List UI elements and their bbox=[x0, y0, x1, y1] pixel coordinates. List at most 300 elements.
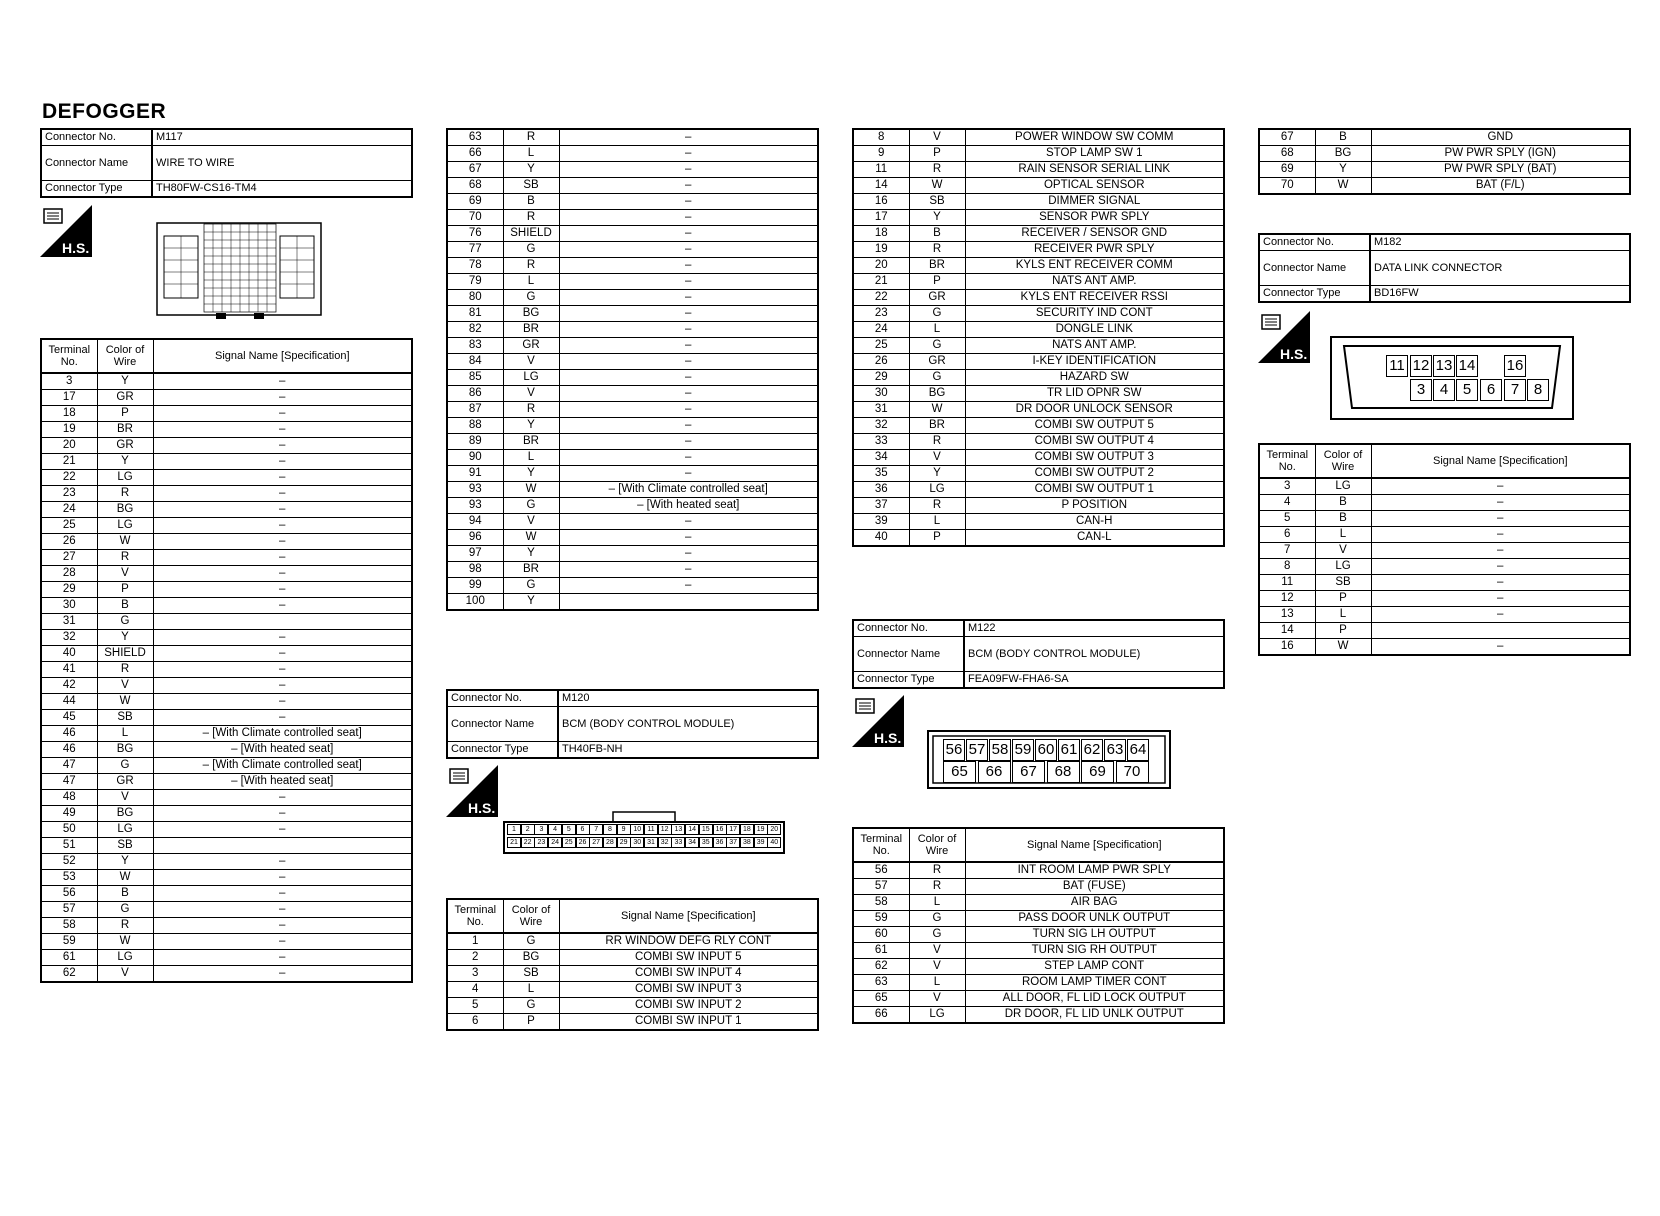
table-row bbox=[41, 582, 412, 598]
signal-name-cell: – bbox=[153, 854, 412, 870]
terminal-cell: 83 bbox=[447, 338, 503, 354]
wire-color-cell: R bbox=[909, 434, 965, 450]
terminal-cell: 17 bbox=[41, 390, 97, 406]
table-row bbox=[447, 482, 818, 498]
wire-color-cell: W bbox=[909, 402, 965, 418]
wire-color-cell: P bbox=[1315, 623, 1371, 639]
column-1 bbox=[40, 128, 413, 198]
table-row bbox=[1259, 178, 1630, 195]
table-row bbox=[447, 594, 818, 611]
signal-name-cell: – bbox=[559, 370, 818, 386]
wire-color-cell: GR bbox=[97, 390, 153, 406]
table-row bbox=[447, 162, 818, 178]
table-row bbox=[41, 854, 412, 870]
signal-name-cell: – bbox=[153, 630, 412, 646]
hs-badge-label: H.S. bbox=[874, 730, 902, 746]
signal-name-cell: – bbox=[153, 502, 412, 518]
signal-name-cell: – bbox=[153, 550, 412, 566]
signal-name-cell: – bbox=[153, 902, 412, 918]
wire-color-cell: G bbox=[503, 578, 559, 594]
terminal-cell: 31 bbox=[853, 402, 909, 418]
signal-name-cell: STEP LAMP CONT bbox=[965, 959, 1224, 975]
table-row bbox=[853, 242, 1224, 258]
signal-name-cell bbox=[153, 838, 412, 854]
signal-name-cell: DR DOOR, FL LID UNLK OUTPUT bbox=[965, 1007, 1224, 1024]
table-row bbox=[447, 434, 818, 450]
m120-pin: 20 bbox=[767, 824, 781, 835]
terminal-cell: 65 bbox=[853, 991, 909, 1007]
wire-color-cell: R bbox=[909, 498, 965, 514]
m117-continued-table bbox=[446, 128, 819, 611]
wire-color-cell: G bbox=[909, 927, 965, 943]
signal-name-cell: – bbox=[153, 662, 412, 678]
hs-harness-icon bbox=[40, 205, 92, 257]
table-row bbox=[447, 950, 818, 966]
wire-color-cell: V bbox=[909, 959, 965, 975]
connector-name-label: Connector Name bbox=[41, 146, 152, 181]
connector-type-label: Connector Type bbox=[41, 181, 152, 198]
table-row bbox=[1259, 591, 1630, 607]
wire-color-cell: V bbox=[503, 354, 559, 370]
signal-name-cell: NATS ANT AMP. bbox=[965, 338, 1224, 354]
hs-badge-label: H.S. bbox=[468, 800, 496, 816]
wire-color-cell: BG bbox=[909, 386, 965, 402]
wire-color-cell: G bbox=[97, 902, 153, 918]
wire-color-cell: B bbox=[97, 598, 153, 614]
table-row bbox=[41, 870, 412, 886]
wire-color-cell: LG bbox=[97, 470, 153, 486]
signal-name-cell: – bbox=[153, 790, 412, 806]
m120-pin: 22 bbox=[521, 837, 535, 848]
wire-color-cell: W bbox=[1315, 639, 1371, 656]
table-row bbox=[853, 338, 1224, 354]
wire-color-cell: P bbox=[503, 1014, 559, 1031]
terminal-cell: 6 bbox=[447, 1014, 503, 1031]
signal-name-cell: – bbox=[153, 390, 412, 406]
terminal-cell: 7 bbox=[1259, 543, 1315, 559]
signal-name-cell: – bbox=[559, 402, 818, 418]
terminal-cell: 42 bbox=[41, 678, 97, 694]
terminal-cell: 57 bbox=[853, 879, 909, 895]
terminal-cell: 13 bbox=[1259, 607, 1315, 623]
terminal-cell: 2 bbox=[447, 950, 503, 966]
table-row bbox=[41, 422, 412, 438]
table-row bbox=[853, 146, 1224, 162]
m122-pin: 66 bbox=[978, 761, 1011, 783]
wire-color-cell: Y bbox=[97, 454, 153, 470]
terminal-cell: 37 bbox=[853, 498, 909, 514]
m120-table-body bbox=[447, 933, 818, 1030]
terminal-cell: 4 bbox=[447, 982, 503, 998]
terminal-no-header: Terminal No. bbox=[1259, 444, 1315, 478]
signal-name-cell: – bbox=[153, 534, 412, 550]
m120-pin: 31 bbox=[644, 837, 658, 848]
signal-name-cell: – bbox=[1371, 478, 1630, 495]
m120-pin: 25 bbox=[562, 837, 576, 848]
table-row bbox=[41, 774, 412, 790]
signal-name-cell: – bbox=[153, 886, 412, 902]
wire-color-cell: R bbox=[909, 879, 965, 895]
table-row bbox=[41, 966, 412, 983]
m120-pin: 12 bbox=[658, 824, 672, 835]
terminal-cell: 16 bbox=[853, 194, 909, 210]
wire-color-cell: W bbox=[503, 482, 559, 498]
wire-color-cell: R bbox=[503, 210, 559, 226]
table-row bbox=[41, 742, 412, 758]
signal-name-cell: INT ROOM LAMP PWR SPLY bbox=[965, 862, 1224, 879]
wire-color-cell: R bbox=[97, 550, 153, 566]
m120-pin: 27 bbox=[589, 837, 603, 848]
signal-name-cell: – bbox=[559, 226, 818, 242]
wire-color-cell: SB bbox=[503, 966, 559, 982]
wire-color-cell: P bbox=[909, 146, 965, 162]
terminal-cell: 53 bbox=[41, 870, 97, 886]
m120-pin: 18 bbox=[740, 824, 754, 835]
signal-name-cell: – bbox=[559, 290, 818, 306]
table-row bbox=[41, 822, 412, 838]
m182-pin: 7 bbox=[1504, 379, 1526, 401]
m182-pin: 4 bbox=[1433, 379, 1455, 401]
m120-connector-no: M120 bbox=[558, 690, 818, 707]
table-row bbox=[853, 530, 1224, 547]
signal-name-cell: – bbox=[1371, 575, 1630, 591]
terminal-cell: 76 bbox=[447, 226, 503, 242]
wire-color-cell: W bbox=[97, 870, 153, 886]
table-row bbox=[447, 933, 818, 950]
signal-name-cell: BAT (FUSE) bbox=[965, 879, 1224, 895]
signal-name-cell: – bbox=[559, 242, 818, 258]
wire-color-cell: GR bbox=[909, 290, 965, 306]
table-row bbox=[447, 194, 818, 210]
terminal-cell: 77 bbox=[447, 242, 503, 258]
terminal-cell: 59 bbox=[853, 911, 909, 927]
wire-color-cell: L bbox=[909, 895, 965, 911]
m182-table-body bbox=[1259, 478, 1630, 655]
table-row bbox=[853, 194, 1224, 210]
signal-name-cell: PASS DOOR UNLK OUTPUT bbox=[965, 911, 1224, 927]
table-row bbox=[447, 546, 818, 562]
terminal-cell: 100 bbox=[447, 594, 503, 611]
wire-color-cell: R bbox=[909, 242, 965, 258]
m120-pin: 14 bbox=[685, 824, 699, 835]
table-row bbox=[853, 354, 1224, 370]
m120-continued-body bbox=[853, 129, 1224, 546]
signal-name-cell: – bbox=[153, 646, 412, 662]
wire-color-cell: L bbox=[1315, 527, 1371, 543]
m120-pin: 33 bbox=[671, 837, 685, 848]
m182-connector-no: M182 bbox=[1370, 234, 1630, 251]
wire-color-cell: R bbox=[909, 862, 965, 879]
table-row bbox=[1259, 623, 1630, 639]
table-row bbox=[447, 129, 818, 146]
signal-name-cell: COMBI SW OUTPUT 3 bbox=[965, 450, 1224, 466]
table-row bbox=[853, 498, 1224, 514]
table-row bbox=[447, 370, 818, 386]
table-row bbox=[1259, 575, 1630, 591]
table-row bbox=[1259, 146, 1630, 162]
signal-name-cell: COMBI SW OUTPUT 5 bbox=[965, 418, 1224, 434]
signal-name-cell bbox=[153, 614, 412, 630]
m122-connector-type: FEA09FW-FHA6-SA bbox=[964, 672, 1224, 689]
terminal-cell: 98 bbox=[447, 562, 503, 578]
terminal-cell: 67 bbox=[447, 162, 503, 178]
table-row bbox=[853, 482, 1224, 498]
signal-name-cell: – bbox=[153, 710, 412, 726]
terminal-cell: 86 bbox=[447, 386, 503, 402]
signal-name-cell: I-KEY IDENTIFICATION bbox=[965, 354, 1224, 370]
terminal-cell: 8 bbox=[853, 129, 909, 146]
wire-color-cell: G bbox=[503, 933, 559, 950]
table-row bbox=[41, 662, 412, 678]
signal-name-cell: – bbox=[559, 418, 818, 434]
table-row bbox=[853, 178, 1224, 194]
table-row bbox=[1259, 559, 1630, 575]
m120-pin: 1 bbox=[507, 824, 521, 835]
signal-name-cell: – bbox=[559, 562, 818, 578]
m182-connector-type: BD16FW bbox=[1370, 286, 1630, 303]
table-row bbox=[853, 975, 1224, 991]
m120-connector-type: TH40FB-NH bbox=[558, 742, 818, 759]
signal-name-cell: – bbox=[559, 322, 818, 338]
table-row bbox=[1259, 478, 1630, 495]
terminal-cell: 97 bbox=[447, 546, 503, 562]
signal-name-cell: – [With heated seat] bbox=[559, 498, 818, 514]
signal-name-cell: – bbox=[559, 274, 818, 290]
table-row bbox=[447, 578, 818, 594]
wire-color-cell: SB bbox=[909, 194, 965, 210]
table-row bbox=[447, 210, 818, 226]
terminal-cell: 26 bbox=[41, 534, 97, 550]
terminal-cell: 35 bbox=[853, 466, 909, 482]
table-row bbox=[41, 902, 412, 918]
terminal-cell: 14 bbox=[853, 178, 909, 194]
terminal-cell: 18 bbox=[41, 406, 97, 422]
signal-name-cell: – bbox=[1371, 511, 1630, 527]
wire-color-cell: R bbox=[97, 918, 153, 934]
terminal-cell: 62 bbox=[41, 966, 97, 983]
signal-name-cell: – bbox=[153, 966, 412, 983]
connector-no-label: Connector No. bbox=[41, 129, 152, 146]
signal-name-cell: COMBI SW INPUT 3 bbox=[559, 982, 818, 998]
hs-badge-label: H.S. bbox=[1280, 346, 1308, 362]
wire-color-cell: R bbox=[97, 662, 153, 678]
signal-name-header: Signal Name [Specification] bbox=[1371, 444, 1630, 478]
connector-name-label: Connector Name bbox=[447, 707, 558, 742]
terminal-cell: 79 bbox=[447, 274, 503, 290]
wire-color-cell: B bbox=[1315, 129, 1371, 146]
signal-name-cell: – bbox=[559, 530, 818, 546]
table-row bbox=[447, 450, 818, 466]
m120-pin: 21 bbox=[507, 837, 521, 848]
table-row bbox=[41, 373, 412, 390]
table-row bbox=[1259, 129, 1630, 146]
signal-name-cell: P POSITION bbox=[965, 498, 1224, 514]
terminal-no-header: Terminal No. bbox=[853, 828, 909, 862]
wire-color-cell: W bbox=[1315, 178, 1371, 195]
color-of-wire-header: Color of Wire bbox=[1315, 444, 1371, 478]
terminal-cell: 39 bbox=[853, 514, 909, 530]
wire-color-cell: V bbox=[97, 566, 153, 582]
table-row bbox=[41, 646, 412, 662]
wire-color-cell: V bbox=[909, 129, 965, 146]
wire-color-cell: V bbox=[1315, 543, 1371, 559]
signal-name-cell: HAZARD SW bbox=[965, 370, 1224, 386]
table-row bbox=[447, 306, 818, 322]
signal-name-cell: – bbox=[559, 194, 818, 210]
wire-color-cell: L bbox=[503, 450, 559, 466]
signal-name-cell: RAIN SENSOR SERIAL LINK bbox=[965, 162, 1224, 178]
terminal-cell: 21 bbox=[41, 454, 97, 470]
terminal-cell: 56 bbox=[41, 886, 97, 902]
table-row bbox=[853, 418, 1224, 434]
wire-color-cell: P bbox=[909, 274, 965, 290]
terminal-cell: 4 bbox=[1259, 495, 1315, 511]
terminal-cell: 46 bbox=[41, 742, 97, 758]
terminal-cell: 52 bbox=[41, 854, 97, 870]
signal-name-cell: – bbox=[153, 422, 412, 438]
m117-connector-no: M117 bbox=[152, 129, 412, 146]
m182-connector-name: DATA LINK CONNECTOR bbox=[1370, 251, 1630, 286]
m120-pin: 6 bbox=[576, 824, 590, 835]
m120-pin: 3 bbox=[534, 824, 548, 835]
table-row bbox=[41, 630, 412, 646]
signal-name-cell: – bbox=[153, 950, 412, 966]
wire-color-cell: Y bbox=[503, 162, 559, 178]
table-row bbox=[1259, 639, 1630, 656]
wire-color-cell: BG bbox=[503, 306, 559, 322]
m120-pin: 15 bbox=[699, 824, 713, 835]
wire-color-cell: V bbox=[503, 514, 559, 530]
wire-color-cell: G bbox=[909, 338, 965, 354]
wire-color-cell: SB bbox=[97, 710, 153, 726]
table-row bbox=[1259, 511, 1630, 527]
color-of-wire-header: Color of Wire bbox=[97, 339, 153, 373]
wire-color-cell: GR bbox=[97, 774, 153, 790]
signal-name-cell: TURN SIG LH OUTPUT bbox=[965, 927, 1224, 943]
wire-color-cell: LG bbox=[97, 822, 153, 838]
terminal-cell: 24 bbox=[853, 322, 909, 338]
signal-name-cell: – bbox=[1371, 591, 1630, 607]
m182-pin: 3 bbox=[1410, 379, 1432, 401]
wire-color-cell: P bbox=[97, 582, 153, 598]
connector-name-label: Connector Name bbox=[853, 637, 964, 672]
terminal-cell: 44 bbox=[41, 694, 97, 710]
m120-pin: 32 bbox=[658, 837, 672, 848]
m120-pin: 4 bbox=[548, 824, 562, 835]
table-row bbox=[447, 226, 818, 242]
m122-pin: 68 bbox=[1047, 761, 1080, 783]
m120-pin: 19 bbox=[754, 824, 768, 835]
signal-name-cell: – bbox=[559, 129, 818, 146]
connector-type-label: Connector Type bbox=[853, 672, 964, 689]
terminal-cell: 69 bbox=[1259, 162, 1315, 178]
signal-name-header: Signal Name [Specification] bbox=[153, 339, 412, 373]
terminal-cell: 94 bbox=[447, 514, 503, 530]
table-row bbox=[41, 614, 412, 630]
terminal-cell: 14 bbox=[1259, 623, 1315, 639]
terminal-cell: 68 bbox=[447, 178, 503, 194]
m117-connector-type: TH80FW-CS16-TM4 bbox=[152, 181, 412, 198]
signal-name-cell: SENSOR PWR SPLY bbox=[965, 210, 1224, 226]
wire-color-cell: B bbox=[1315, 495, 1371, 511]
table-row bbox=[447, 418, 818, 434]
wire-color-cell: W bbox=[97, 694, 153, 710]
wire-color-cell: BG bbox=[1315, 146, 1371, 162]
table-row bbox=[853, 162, 1224, 178]
terminal-cell: 58 bbox=[853, 895, 909, 911]
wire-color-cell: GR bbox=[503, 338, 559, 354]
table-row bbox=[853, 258, 1224, 274]
terminal-cell: 25 bbox=[41, 518, 97, 534]
m122-pin: 63 bbox=[1104, 739, 1126, 761]
terminal-cell: 36 bbox=[853, 482, 909, 498]
wire-color-cell: BR bbox=[909, 418, 965, 434]
signal-name-header: Signal Name [Specification] bbox=[965, 828, 1224, 862]
table-row bbox=[41, 790, 412, 806]
wire-color-cell: Y bbox=[909, 210, 965, 226]
table-row bbox=[447, 386, 818, 402]
signal-name-cell: COMBI SW OUTPUT 2 bbox=[965, 466, 1224, 482]
table-row bbox=[853, 322, 1224, 338]
terminal-cell: 5 bbox=[1259, 511, 1315, 527]
terminal-cell: 87 bbox=[447, 402, 503, 418]
m182-info-table bbox=[1258, 233, 1631, 303]
signal-name-cell: – bbox=[153, 582, 412, 598]
wire-color-cell: Y bbox=[97, 630, 153, 646]
table-row bbox=[1259, 495, 1630, 511]
table-row bbox=[1259, 607, 1630, 623]
signal-name-cell: COMBI SW INPUT 4 bbox=[559, 966, 818, 982]
terminal-cell: 68 bbox=[1259, 146, 1315, 162]
wire-color-cell: V bbox=[97, 678, 153, 694]
signal-name-cell: COMBI SW OUTPUT 1 bbox=[965, 482, 1224, 498]
terminal-cell: 5 bbox=[447, 998, 503, 1014]
m122-terminal-table bbox=[852, 827, 1225, 1024]
table-row bbox=[41, 934, 412, 950]
terminal-cell: 24 bbox=[41, 502, 97, 518]
terminal-cell: 82 bbox=[447, 322, 503, 338]
signal-name-cell: – bbox=[559, 578, 818, 594]
signal-name-cell: – bbox=[153, 934, 412, 950]
terminal-cell: 19 bbox=[41, 422, 97, 438]
signal-name-cell: COMBI SW INPUT 5 bbox=[559, 950, 818, 966]
table-row bbox=[41, 886, 412, 902]
signal-name-cell: RECEIVER PWR SPLY bbox=[965, 242, 1224, 258]
terminal-cell: 1 bbox=[447, 933, 503, 950]
signal-name-cell: – bbox=[1371, 543, 1630, 559]
terminal-cell: 26 bbox=[853, 354, 909, 370]
wire-color-cell: SB bbox=[97, 838, 153, 854]
terminal-cell: 12 bbox=[1259, 591, 1315, 607]
table-row bbox=[853, 927, 1224, 943]
signal-name-cell: – bbox=[559, 306, 818, 322]
signal-name-cell: – bbox=[1371, 639, 1630, 656]
signal-name-cell: – bbox=[153, 438, 412, 454]
wire-color-cell: L bbox=[503, 982, 559, 998]
table-row bbox=[41, 390, 412, 406]
m122-pin: 70 bbox=[1116, 761, 1149, 783]
terminal-cell: 93 bbox=[447, 498, 503, 514]
m122-pin: 69 bbox=[1081, 761, 1114, 783]
table-row bbox=[41, 406, 412, 422]
table-row bbox=[1259, 162, 1630, 178]
table-row bbox=[41, 502, 412, 518]
table-row bbox=[853, 402, 1224, 418]
m120-pin: 35 bbox=[699, 837, 713, 848]
wire-color-cell: L bbox=[503, 274, 559, 290]
wire-color-cell: G bbox=[503, 290, 559, 306]
wire-color-cell: W bbox=[97, 934, 153, 950]
